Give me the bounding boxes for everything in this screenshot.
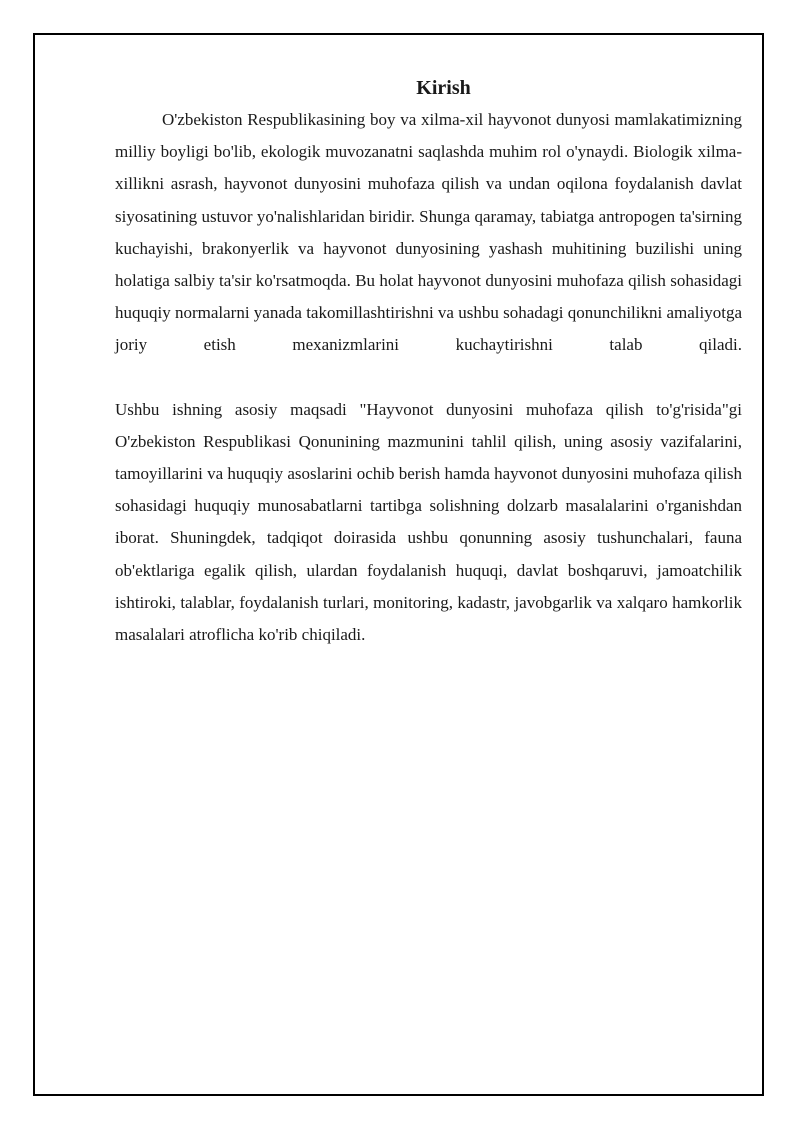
paragraph-gap <box>115 362 742 394</box>
paragraph-aim: Ushbu ishning asosiy maqsadi "Hayvonot dunyosini muhofaza qilish to'g'risida"gi O'zbekiston Respublikasi Qonunining mazmunini tahlil qilish, uning asosiy vazifalarini, tamoyillarini va huquqiy asoslarini ochib berish hamda hayvonot dunyosini muhofaza qilish sohasidagi huquqiy munosabatlarni tartibga solishning dolzarb masalalarini o'rganishdan iborat. Shuningdek, tadqiqot doirasida ushbu qonunning asosiy tushunchalari, fauna ob'ektlariga egalik qilish, ulardan foydalanish huquqi, davlat boshqaruvi, jamoatchilik ishtiroki, talablar, foydalanish turlari, monitoring, kadastr, javobgarlik va xalqaro hamkorlik masalalari atroflicha ko'rib chiqiladi. <box>115 399 742 645</box>
page-title: Kirish <box>416 77 471 99</box>
document-body <box>115 72 742 651</box>
paragraph-intro: O'zbekiston Respublikasining boy va xilma-xil hayvonot dunyosi mamlakatimizning milliy boyligi bo'lib, ekologik muvozanatni saqlashda muhim rol o'ynaydi. Biologik xilma-xillikni asrash, hayvonot dunyosini muhofaza qilish va undan oqilona foydalanish davlat siyosatining ustuvor yo'nalishlaridan biridir. Shunga qaramay, tabiatga antropogen ta'sirning kuchayishi, brakonyerlik va hayvonot dunyosining yashash muhitining buzilishi uning holatiga salbiy ta'sir ko'rsatmoqda. Bu holat hayvonot dunyosini muhofaza qilish sohasidagi huquqiy normalarni yanada takomillashtirishni va ushbu sohadagi qonunchilikni amaliyotga joriy etish mexanizmlarini kuchaytirishni talab qiladi. <box>115 110 742 355</box>
